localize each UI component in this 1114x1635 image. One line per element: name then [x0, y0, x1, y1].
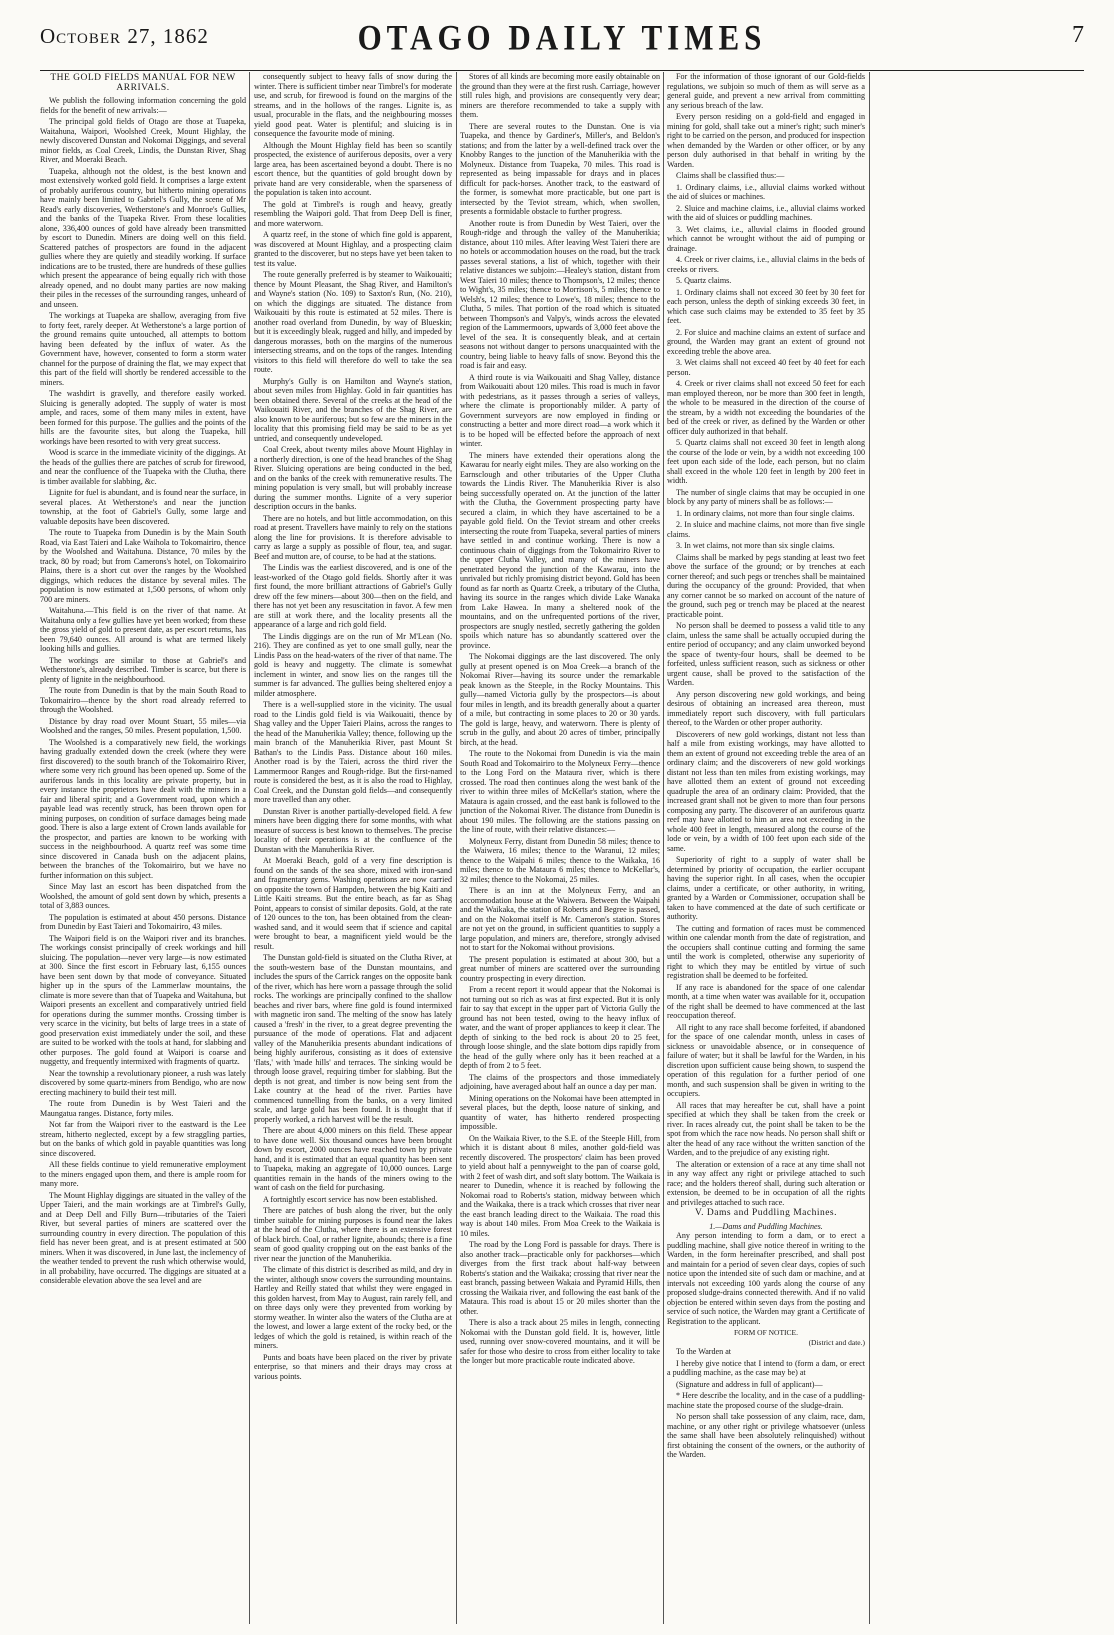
- paragraph: 3. In wet claims, not more than six single claims.: [676, 541, 835, 550]
- paragraph: I hereby give notice that I intend to (form a dam, or erect a puddling machine, as the case may be) at: [667, 1358, 865, 1377]
- dams-subheading: 1.—Dams and Puddling Machines.: [709, 1221, 823, 1231]
- column-rule: [869, 72, 870, 1624]
- paragraph: There are about 4,000 miners on this field. These appear to have done well. Six thousand ounces have been brought down by escort, 2000 ounces have reached town by private hand, and it is estimated that an equal quantity has been sent to Tuapeka, making an aggregate of 10,000 ounces. Large quantities remain in the hands of the miners owing to the want of cash on the field for purchasing.: [254, 1126, 452, 1192]
- paragraph: Punts and boats have been placed on the river by private enterprise, so that miners and their drays may cross at various points.: [254, 1352, 452, 1381]
- page-columns: [40, 72, 1084, 1624]
- article-heading: THE GOLD FIELDS MANUAL FOR NEW ARRIVALS.: [50, 73, 236, 93]
- paragraph: The population is estimated at about 450 persons. Distance from Dunedin by East Taieri and Tokomairiro, 43 miles.: [40, 912, 246, 931]
- paragraph: The miners have extended their operations along the Kawarau for nearly eight miles. They are also working on the Earnsclough and other tributaries of the Upper Clutha towards the Lindis River. The Manuherikia River is also being successfully operated on. At the junction of the latter with the Clutha, the Government prospecting party have secured a claim, in which they have ascertained to be a payable gold field. On the Teviot stream and other creeks intersecting the route from Tuapeka, several parties of miners have settled in and continue working. There is now a continuous chain of diggings from the Tokomairiro River to the upper Clutha Valley, and many of the miners have penetrated beyond the junction of the Kawarau, into the unrivaled but richly promising district beyond. Gold has been found as far north as Quartz Creek, a tributary of the Clutha, having its source in the ranges which divide Lake Wanaka from Lake Hawea. In many a sheltered nook of the mountains, and on the unfrequented portions of the river, prospectors are snugly nestled, secretly gathering the golden spoils which nature has so abundantly scattered over the province.: [460, 450, 660, 650]
- paragraph: There are patches of bush along the river, but the only timber suitable for mining purposes is found near the lakes at the head of the Clutha, where there is an extensive forest of black birch. Coal, or rather lignite, abounds; there is a fine seam of good quality cropping out on the east banks of the river near the junction of the Manuherikia.: [254, 1206, 452, 1263]
- paragraph: The Dunstan gold-field is situated on the Clutha River, at the south-western base of the Dunstan mountains, and includes the spurs of the Carrick ranges on the opposite bank of the river, which has here worn a passage through the solid rocks. The workings are principally confined to the shallow beaches and river bars, where fine gold is found intermixed with magnetic iron sand. The melting of the snow has lately caused a 'fresh' in the river, to a great degree preventing the pursuance of the mode of operations. Flat and adjacent valley of the Manuherikia presents abundant indications of being highly auriferous, consisting as it does of extensive 'flats,' with 'made hills' and terraces. The sinking would be through loose gravel, requiring timber for slabbing. But the depth is not great, and timber is now being sent from the Lake country at the head of the river. Parties have commenced tunnelling from the banks, on a very limited scale, and large gold has been found. It is thought that if properly worked, a rich harvest will be the result.: [254, 953, 452, 1124]
- issue-date: October 27, 1862: [40, 24, 209, 48]
- paragraph: The Mount Highlay diggings are situated in the valley of the Upper Taieri, and the main workings are at Timbrel's Gully, and at Deep Dell and Filly Burn—tributaries of the Taieri River, but several parties of miners are scattered over the surrounding country in every direction. The population of this field has never been great, and is at present estimated at 500 miners. When it was discovered, in June last, the inclemency of the weather tended to prevent the rush which otherwise would, in all probability, have occurred. The diggings are situated at a considerable elevation above the sea level and are: [40, 1190, 246, 1285]
- masthead: [40, 17, 1084, 71]
- paragraph: Although the Mount Highlay field has been so scantily prospected, the existence of auriferous deposits, over a very large area, has been ascertained beyond a doubt. There is no escort thence, but the quantities of gold brought down by private hand are very considerable, when the sparseness of the population is taken into account.: [254, 140, 452, 197]
- paragraph: Wood is scarce in the immediate vicinity of the diggings. At the heads of the gullies there are patches of scrub for firewood, and near the confluence of the Tuapeka with the Clutha, there is timber available for slabbing, &c.: [40, 448, 246, 486]
- paragraph: 5. Quartz claims shall not exceed 30 feet in length along the course of the lode or vein, by a width not exceeding 100 feet upon each side of the lode, each person, but no claim shall exceed in the whole 120 feet in length by 200 feet in width.: [667, 438, 865, 485]
- paragraph: Another route is from Dunedin by West Taieri, over the Rough-ridge and through the valley of the Manuherikia; distance, about 110 miles. After leaving West Taieri there are no hotels or accommodation houses on the road, but the track passes several stations, a list of which, together with their relative distances we subjoin:—Healey's station, distant from West Taieri 10 miles; thence to Thompson's, 12 miles; thence to Wight's, 35 miles; thence to Morrison's, 5 miles; thence to Welsh's, 12 miles; thence to Lowe's, 18 miles; thence to the Clutha, 5 miles. That portion of the road which is situated between Thompson's and Valpy's, winds across the elevated region of the Lammermoors, upwards of 3,000 feet above the level of the sea. It is consequently bleak, and at certain seasons not without danger to persons unacquainted with the country, being liable to heavy falls of snow. Beyond this the road is fair and easy.: [460, 218, 660, 370]
- form-label: FORM OF NOTICE.: [734, 1328, 798, 1337]
- paragraph: (Signature and address in full of applicant)—: [676, 1379, 823, 1389]
- paragraph: 3. Wet claims, i.e., alluvial claims in flooded ground which cannot be wrought without the aid of pumping or drainage.: [667, 224, 865, 253]
- paragraph: * Here describe the locality, and in the case of a puddling-machine state the proposed course of the sludge-drain.: [667, 1391, 865, 1410]
- paragraph: consequently subject to heavy falls of snow during the winter. There is sufficient timber near Timbrel's for moderate use, and scrub, for firewood is found on the margins of the streams, and in the hollows of the ranges. Lignite is, as usual, procurable in the flats, and the neighbouring mosses yield good peat. Water is plentiful; and sluicing is in consequence the favourite mode of mining.: [254, 72, 452, 138]
- paragraph: The route to the Nokomai from Dunedin is via the main South Road and Tokomairiro to the Molyneux Ferry—thence to the Long Ford on the Mataura river, which is there crossed. The road then continues along the west bank of the river to within three miles of McKellar's station, where the Mataura is again crossed, and the east bank is followed to the junction of the Nokomai River. The distance from Dunedin is about 190 miles. The following are the stations passing on the line of route, with their relative distances:—: [460, 749, 660, 834]
- paragraph: Dunstan River is another partially-developed field. A few miners have been digging there for some months, with what measure of success is best known to themselves. The precise locality of their operations is at the confluence of the Dunstan with the Manuherikia River.: [254, 806, 452, 854]
- paragraph: Tuapeka, although not the oldest, is the best known and most extensively worked gold field. It comprises a large extent of probably auriferous country, but hitherto mining operations have mainly been limited to Gabriel's Gully, the scene of Mr Read's early discoveries, Wetherstone's and Monroe's Gullies, and the banks of the Tuapeka River. From these localities alone, 336,400 ounces of gold have already been transmitted by escort to Dunedin. Miners are doing well on this field. Scattered patches of prospectors are found in the adjacent gullies where they are quietly and steadily working. If surface indications are to be trusted, there are hundreds of these gullies which present the appearance of being equally rich with those already opened, and no doubt many parties are now making their piles in the recesses of the surrounding ranges, unheard of and unseen.: [40, 166, 246, 309]
- column-rule: [456, 72, 457, 1624]
- paragraph: There are several routes to the Dunstan. One is via Tuapeka, and thence by Gardiner's, Miller's, and Beldon's stations; and from the latter by a well-defined track over the Knobby Ranges to the junction of the Manuherikia with the Molyneux. Distance from Tuapeka, 70 miles. This road is represented as being impassable for drays and in places difficult for pack-horses. Another track, to the eastward of the former, is somewhat more practicable, but one part is intersected by the Teviot stream, which, when swollen, presents a formidable obstacle to further progress.: [460, 121, 660, 216]
- paragraph: If any race is abandoned for the space of one calendar month, at a time when water was available for it, occupation of the right shall be deemed to have commenced at the last reoccupation thereof.: [667, 982, 865, 1020]
- paragraph: The washdirt is gravelly, and therefore easily worked. Sluicing is generally adopted. The supply of water is most ample, and races, some of them many miles in extent, have been formed for this purpose. The gullies and the points of the hills are the favourite sites, but along the Tuapeka, hill workings have been resorted to with very great success.: [40, 389, 246, 446]
- column-rule: [663, 72, 664, 1624]
- paragraph: A fortnightly escort service has now been established.: [263, 1194, 438, 1204]
- paragraph: Near the township a revolutionary pioneer, a rush was lately discovered by some quartz-miners from Bendigo, who are now erecting machinery to build their test mill.: [40, 1068, 246, 1097]
- paragraph: The route from Dunedin is by West Taieri and the Maungatua ranges. Distance, forty miles.: [40, 1099, 246, 1118]
- paragraph: A third route is via Waikouaiti and Shag Valley, distance from Waikouaiti about 120 miles. This road is much in favor with pedestrians, as it passes through a series of valleys, where the climate is proportionably milder. A party of Government surveyors are now employed in finding or constructing a better and more direct road—a work which it is to be hoped will be effected before the approach of next winter.: [460, 372, 660, 448]
- paragraph: There are no hotels, and but little accommodation, on this road at present. Travellers have mainly to rely on the stations along the line for provisions. It is therefore advisable to carry as large a supply as possible of flour, tea, and sugar. Beef and mutton are, of course, to be had at the stations.: [254, 513, 452, 561]
- page-number: 7: [1072, 22, 1084, 48]
- paragraph: All these fields continue to yield remunerative employment to the miners engaged upon them, and there is ample room for many more.: [40, 1160, 246, 1188]
- paragraph: Any person intending to form a dam, or to erect a puddling machine, shall give notice thereof in writing to the Warden, in the form hereinafter prescribed, and shall post and maintain for a period of seven clear days, copies of such notice upon the intended site of such dam or machine, and at intervals not exceeding 100 yards along the course of any proposed sludge-drains connected therewith. And if no valid objection be entered within seven days from the posting and service of such notice, the Warden may grant a Certificate of Registration to the applicant.: [667, 1231, 865, 1326]
- paragraph: The Lindis diggings are on the run of Mr M'Lean (No. 216). They are confined as yet to one small gully, near the Lindis Pass on the head-waters of the river of that name. The gold is heavy and nuggetty. The climate is somewhat inclement in winter, and snow lies on the ranges till the summer is far advanced. The gullies being sheltered enjoy a milder atmosphere.: [254, 631, 452, 698]
- paragraph: Coal Creek, about twenty miles above Mount Highlay in a northerly direction, is one of the head branches of the Shag River. Sluicing operations are being conducted in the bed, and on the banks of the creek with remunerative results. The mining population is very small, but will probably increase during the summer months. Lignite of a very superior description occurs in the banks.: [254, 445, 452, 511]
- paragraph: 4. Creek or river claims shall not exceed 50 feet for each man employed thereon, nor be more than 300 feet in length, the whole to be measured in the direction of the course of the stream, by a width not exceeding the boundaries of the bed of the creek or river, as defined by the Warden or other officer duly authorized in that behalf.: [667, 379, 865, 436]
- form-district: (District and date.): [808, 1337, 865, 1347]
- paragraph: No person shall take possession of any claim, race, dam, machine, or any other right or privilege whatsoever (unless the same shall have been absolutely relinquished) without first obtaining the consent of the owners, or the authority of the Warden.: [667, 1412, 865, 1459]
- paragraph: All races that may hereafter be cut, shall have a point specified at which they shall be taken from the creek or river. In races already cut, the point shall be taken to be the spot from which the race now heads. No person shall shift or alter the head of any race without the written sanction of the Warden, and to the prejudice of any existing right.: [667, 1100, 865, 1157]
- paragraph: The gold at Timbrel's is rough and heavy, greatly resembling the Waipori gold. That from Deep Dell is finer, and more waterworn.: [254, 199, 452, 228]
- paragraph: Since May last an escort has been dispatched from the Woolshed, the amount of gold sent down by which, presents a total of 3,883 ounces.: [40, 882, 246, 910]
- paragraph: The route from Dunedin is that by the main South Road to Tokomairiro—thence by the short road already referred to through the Woolshed.: [40, 686, 246, 714]
- paragraph: Claims shall be marked by pegs standing at least two feet above the surface of the ground; or by trenches at each corner thereof; and such pegs or trenches shall be maintained during the occupancy of the ground: Provided, that when any corner cannot be so marked on account of the nature of the ground, such peg or trench may be placed at the nearest practicable point.: [667, 552, 865, 619]
- paragraph: Lignite for fuel is abundant, and is found near the surface, in several places. At Wetherstone's and near the junction township, at the foot of Gabriel's Gully, some large and valuable deposits have been discovered.: [40, 488, 246, 526]
- paragraph: The Waipori field is on the Waipori river and its branches. The workings consist principally of creek workings and hill sluicing. The population—never very large—is now estimated at 300. Since the first escort in February last, 6,155 ounces have been sent down by that mode of conveyance. Situated higher up in the spurs of the Lammerlaw mountains, the climate is more severe than that of Tuapeka and Waitahuna, but Waipori presents an excellent and comparatively untried field for operations during the summer months. Crossing timber is very scarce in the vicinity, but belts of large trees in a state of good preservation exist immediately under the soil, and these are suited to be worked with the tools at hand, for slabbing and other purposes. The gold found at Waipori is coarse and nuggetty, and frequently intermixed with fragments of quartz.: [40, 933, 246, 1066]
- paragraph: 1. Ordinary claims, i.e., alluvial claims worked without the aid of sluices or machines.: [667, 182, 865, 201]
- paragraph: 1. In ordinary claims, not more than four single claims.: [676, 508, 855, 518]
- paragraph: The Lindis was the earliest discovered, and is one of the least-worked of the Otago gold fields. Shortly after it was first found, the more brilliant attractions of Gabriel's Gully drew off the few miners—about 300—then on the field, and there has not yet been any resuscitation in favor. A few men are still at work there, and the locality presents all the appearance of a large and rich gold field.: [254, 563, 452, 629]
- paragraph: We publish the following information concerning the gold fields for the benefit of new arrivals:—: [40, 96, 246, 115]
- paragraph: Molyneux Ferry, distant from Dunedin 58 miles; thence to the Waiwera, 16 miles; thence to the Waranui, 12 miles; thence to the Waipahi 6 miles; thence to the Waikaka, 16 miles; thence to the Mataura 6 miles; thence to McKellar's, 32 miles; thence to the Nokomai, 25 miles.: [460, 836, 660, 884]
- paragraph: At Moeraki Beach, gold of a very fine description is found on the sands of the sea shore, mixed with iron-sand and fragmentary gems. Washing operations are now carried on opposite the town of Hampden, between the big Kaiti and Little Kaiti streams. But the entire beach, as far as Shag Point, appears to consist of similar deposits. Gold, at the rate of 120 ounces to the ton, has been obtained from the clean-washed sand, and it would seem that if science and capital were brought to bear, a magnificent yield would be the result.: [254, 856, 452, 951]
- paragraph: No person shall be deemed to possess a valid title to any claim, unless the same shall be actually occupied during the entire period of occupancy; and any claim unworked beyond the space of twenty-four hours, shall be deemed to be forfeited, unless sufficient reason, such as sickness or other urgent cause, shall be proved to the satisfaction of the Warden.: [667, 621, 865, 687]
- paragraph: The road by the Long Ford is passable for drays. There is also another track—practicable only for packhorses—which diverges from the first track about half-way between Roberts's station and the Waikaka; crossing that river near the east branch, passing between Wakaia and Pyramid Hills, then crossing the Waikaia river, and following the east bank of the Mataura. This road is about 15 or 20 miles shorter than the other.: [460, 1240, 660, 1316]
- paragraph: 2. For sluice and machine claims an extent of surface and ground, the Warden may grant an extent of ground not exceeding treble the above area.: [667, 327, 865, 356]
- paragraph: Stores of all kinds are becoming more easily obtainable on the ground than they were at the first rush. Carriage, however still rules high, and provisions are consequently very dear; miners are therefore recommended to take a supply with them.: [460, 72, 660, 119]
- paragraph: The workings are similar to those at Gabriel's and Wetherstone's, already described. Timber is scarce, but there is plenty of lignite in the neighbourhood.: [40, 655, 246, 684]
- paragraph: The workings at Tuapeka are shallow, averaging from five to forty feet, rarely deeper. At Wetherstone's a large portion of the ground remains quite untouched, all attempts to bottom having been defeated by the influx of water. As the Government have, however, consented to form a storm water channel for the purpose of draining the flat, we may expect that this part of the field will shortly be rendered accessible to the miners.: [40, 311, 246, 387]
- paragraph: The Woolshed is a comparatively new field, the workings having gradually extended down the creek (where they were first discovered) to the south branch of the Tokomairiro River, where some very rich ground has been opened up. Some of the auriferous lands in this locality are private property, but in every instance the proprietors have dealt with the miners in a fair and liberal spirit; and a Government road, upon which a payable lead was recently struck, has been thrown open for mining purposes, on condition of surface damages being made good. There is also a large extent of Crown lands available for the prospector, and parties are known to be working with success in the neighbourhood. A quartz reef was some time since discovered in Canada bush on the adjacent plains, between the branches of the Tokomairiro, but we have no further information on this subject.: [40, 737, 246, 880]
- paragraph: The number of single claims that may be occupied in one block by any party of miners shall be as follows:—: [667, 487, 865, 506]
- paragraph: The alteration or extension of a race at any time shall not in any way affect any right or privilege attached to such race; and the holders thereof shall, during such alteration or extension, be deemed to be in occupation of all the rights and privileges attached to such race.: [667, 1159, 865, 1207]
- paragraph: The route to Tuapeka from Dunedin is by the Main South Road, via East Taieri and Lake Waihola to Tokomairiro, thence by the Woolshed and Waitahuna. Distance, 70 miles by the track, 80 by road; but from Camerons's hotel, on Tokomairiro Plains, there is a short cut over the ranges by the Woolshed diggings, which reduces the distance by several miles. The population is now estimated at 1,500 persons, of whom only 700 are miners.: [40, 528, 246, 604]
- paragraph: For the information of those ignorant of our Gold-fields regulations, we subjoin so much of them as will serve as a general guide, and prevent a new arrival from committing any serious breach of the law.: [667, 72, 865, 110]
- paragraph: 2. In sluice and machine claims, not more than five single claims.: [667, 520, 865, 539]
- paragraph: There is an inn at the Molyneux Ferry, and an accommodation house at the Waiwera. Between the Waipahi and the Waikaka, the station of Roberts and Begree is passed, and on the Nokomai itself is Mr. Cameron's station. Stores are not yet on the ground, in sufficient quantities to supply a large population, and miners are, therefore, strongly advised not to start for the Nokomai without provisions.: [460, 886, 660, 952]
- paragraph: Mining operations on the Nokomai have been attempted in several places, but the depth, loose nature of sinking, and quantity of water, has hitherto rendered prospecting impossible.: [460, 1093, 660, 1131]
- paragraph: From a recent report it would appear that the Nokomai is not turning out so rich as was at first expected. But it is only fair to say that except in the upper part of Victoria Gully the ground has not been tested, owing to the heavy influx of water, and the want of proper appliances to keep it clear. The depth of sinking to the bed rock is about 20 to 25 feet, through loose shingle, and the slate bottom dips rapidly from the head of the gully where only has it been reached at a depth of from 2 to 5 feet.: [460, 985, 660, 1070]
- paragraph: The climate of this district is described as mild, and dry in the winter, although snow covers the surrounding mountains. Hartley and Reilly stated that whilst they were engaged in this golden harvest, from May to August, rain rarely fell, and on three days only were they prevented from working by stormy weather. In winter also the waters of the Clutha are at the lowest, and lower a large extent of the rocky bed, or the ledges of which the gold is retained, is within reach of the miners.: [254, 1265, 452, 1350]
- column-rule: [249, 72, 250, 1624]
- paragraph: Murphy's Gully is on Hamilton and Wayne's station, about seven miles from Highlay. Gold in fair quantities has been obtained there. Several of the creeks at the head of the Waikouaiti River, and the branches of the Shag River, are also known to be auriferous; but so few are the miners in the locality that this promising field may be said to be as yet untried, and consequently undeveloped.: [254, 376, 452, 443]
- paragraph: 2. Sluice and machine claims, i.e., alluvial claims worked with the aid of sluices or puddling machines.: [667, 203, 865, 222]
- paragraph: To the Warden at: [676, 1347, 732, 1356]
- paragraph: 5. Quartz claims.: [676, 276, 732, 285]
- paragraph: Every person residing on a gold-field and engaged in mining for gold, shall take out a miner's right; such miner's right to be carried on the person, and produced for inspection when demanded by the Warden or other officer, or by any person duly authorised in that behalf in writing by the Warden.: [667, 112, 865, 169]
- paragraph: Waitahuna.—This field is on the river of that name. At Waitahuna only a few gullies have yet been worked; from these the gross yield of gold to present date, as per escort returns, has been 79,640 ounces. All around is what are termed likely looking hills and gullies.: [40, 606, 246, 653]
- paragraph: Distance by dray road over Mount Stuart, 55 miles—via Woolshed and the ranges, 50 miles. Present population, 1,500.: [40, 716, 246, 735]
- article-column-4: [667, 72, 865, 1624]
- paragraph: Claims shall be classified thus:—: [676, 171, 785, 180]
- paragraph: The Nokomai diggings are the last discovered. The only gully at present opened is on Moa Creek—a branch of the Nokomai River—having its source under the remarkable peak known as the Steeple, in the Rocky Mountains. This gully—named Victoria gully by the prospectors—is about four miles in length, and its breadth generally about a quarter of a mile, but contracting in some places to 20 or 30 yards. The gold is large, heavy, and waterworn. There is plenty of scrub in the gully, and about 20 acres of timber, principally birch, at the head.: [460, 652, 660, 747]
- paragraph: The claims of the prospectors and those immediately adjoining, have averaged about half an ounce a day per man.: [460, 1072, 660, 1091]
- paragraph: 3. Wet claims shall not exceed 40 feet by 40 feet for each person.: [667, 358, 865, 377]
- paragraph: The principal gold fields of Otago are those at Tuapeka, Waitahuna, Waipori, Woolshed Creek, Mount Highlay, the newly discovered Dunstan and Nokomai Diggings, and several minor fields, as Coal Creek, Lindis, the Dunstan River, Shag River, and Moeraki Beach.: [40, 117, 246, 164]
- article-column-1: [40, 72, 246, 1624]
- paragraph: Superiority of right to a supply of water shall be determined by priority of occupation, the earlier occupant having the superior right. In all cases, when the occupier claims, under a certificate, or other authority, in writing, granted by a Warden or Commissioner, occupation shall be taken to have commenced at the date of such certificate or authority.: [667, 855, 865, 921]
- paragraph: A quartz reef, in the stone of which fine gold is apparent, was discovered at Mount Highlay, and a prospecting claim granted to the discoverer, but no steps have yet been taken to test its value.: [254, 230, 452, 268]
- newspaper-title: OTAGO DAILY TIMES: [357, 17, 767, 58]
- paragraph: Any person discovering new gold workings, and being desirous of obtaining an increased area thereon, must immediately report such discovery, with full particulars thereof, to the Warden or other proper authority.: [667, 689, 865, 727]
- paragraph: The cutting and formation of races must be commenced within one calendar month from the date of registration, and the occupiers shall continue cutting and forming the same until the work is completed, otherwise any superiority of right to which they may be entitled by virtue of such registration shall be deemed to be forfeited.: [667, 923, 865, 980]
- paragraph: 1. Ordinary claims shall not exceed 30 feet by 30 feet for each person, unless the depth of sinking exceeds 30 feet, in which case such claims may be extended to 35 feet by 35 feet.: [667, 287, 865, 325]
- paragraph: There is also a track about 25 miles in length, connecting Nokomai with the Dunstan gold field. It is, however, little used, running over snow-covered mountains, and it will be safer for those who desire to cross from either locality to take the longer but more practicable route indicated above.: [460, 1318, 660, 1365]
- paragraph: There is a well-supplied store in the vicinity. The usual road to the Lindis gold field is via Waikouaiti, thence by Shag valley and the Upper Taieri Plains, across the ranges to the head of the Manuherikia Valley; thence, following up the main branch of the Manuherikia River, past Mount St Bathan's to the Lindis Pass. Distance about 160 miles. Another road is by the Taieri, across the third river the Lammermoor Ranges and Rough-ridge. But the first-named route is considered the best, as it is also the road to Highlay, Coal Creek, and the Dunstan gold fields—and consequently more travelled than any other.: [254, 700, 452, 804]
- paragraph: The present population is estimated at about 300, but a great number of miners are scattered over the surrounding country prospecting in every direction.: [460, 954, 660, 983]
- paragraph: All right to any race shall become forfeited, if abandoned for the space of one calendar month, unless in cases of sickness or unavoidable absence, or in consequence of failure of water; but it shall be lawful for the Warden, in his discretion upon sufficient cause being shown, to suspend the operation of this regulation for a further period of one month, and such suspension shall be given in writing to the occupiers.: [667, 1022, 865, 1098]
- article-column-2: [254, 72, 452, 1624]
- regulations-body: [667, 72, 865, 1207]
- paragraph: The route generally preferred is by steamer to Waikouaiti; thence by Mount Pleasant, the Shag River, and Hamilton's and Wayne's station (No. 109) to Saxton's Run, (No. 210), on which the diggings are situated. The distance from Waikouaiti by this route is estimated at 52 miles. There is another road overland from Dunedin, by way of Blueskin; but it is exceedingly bleak, rugged and hilly, and impeded by dangerous morasses, both on the margins of the numerous intersecting streams, and on the tops of the ranges. Intending visitors to this field will therefore do well to take the sea route.: [254, 270, 452, 374]
- paragraph: Not far from the Waipori river to the eastward is the Lee stream, hitherto neglected, except by a few straggling parties, but on the banks of which gold in payable quantities was long since discovered.: [40, 1120, 246, 1158]
- dams-heading: V. Dams and Puddling Machines.: [694, 1208, 837, 1218]
- paragraph: Discoverers of new gold workings, distant not less than half a mile from existing workings, may have allotted to them an extent of ground not exceeding treble the area of an ordinary claim; and the discoverers of new gold workings distant not less than ten miles from existing workings, may have allotted them an extent of ground not exceeding quadruple the area of an ordinary claim: Provided, that the increased grant shall not be given to more than four persons composing any party. The discoverer of an auriferous quartz reef may have allotted to him an area not exceeding in the whole 400 feet in length, measured along the course of the lode or vein, by a width of 100 feet upon each side of the same.: [667, 729, 865, 853]
- paragraph: 4. Creek or river claims, i.e., alluvial claims in the beds of creeks or rivers.: [667, 255, 865, 274]
- article-column-3: [460, 72, 660, 1624]
- paragraph: On the Waikaia River, to the S.E. of the Steeple Hill, from which it is distant about 8 miles, another gold-field was recently discovered. The prospectors' claim has been proved to yield about half a pennyweight to the pan of coarse gold, with 2 feet of wash dirt, and soft slaty bottom. The Waikaia is nearer to Dunedin, whence it is reached by following the Nokomai road to Roberts's station, midway between which and the Waikaka, there is a track which crosses that river near the east branch leading direct to the Waikaia. The road this way is about 140 miles. From Moa Creek to the Waikaia is 10 miles.: [460, 1133, 660, 1238]
